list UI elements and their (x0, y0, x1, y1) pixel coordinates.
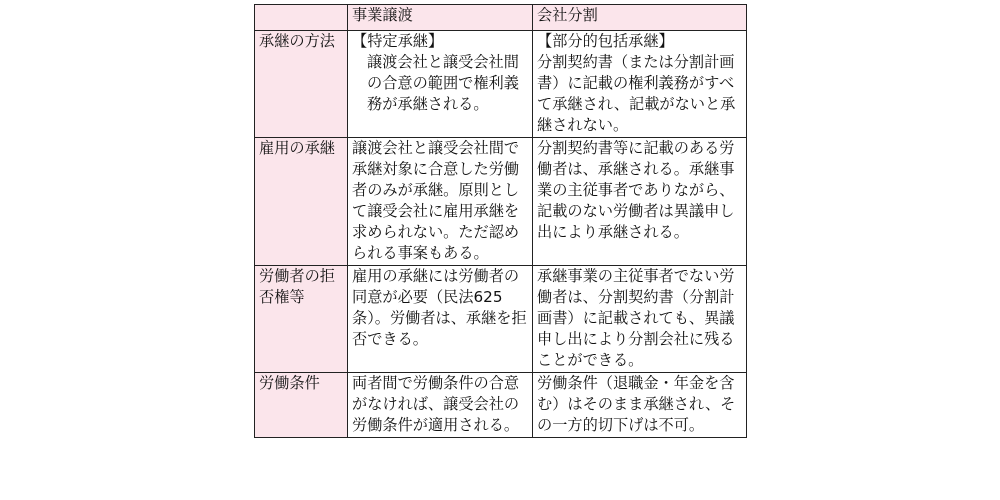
row-label-employment-succession: 雇用の承継 (255, 138, 348, 266)
business-transfer-header: 事業譲渡 (348, 5, 533, 31)
partial-comprehensive-succession-heading: 【部分的包括承継】 (537, 32, 674, 50)
row-label-working-conditions: 労働条件 (255, 373, 348, 438)
specific-succession-heading: 【特定承継】 (352, 32, 444, 50)
split-working-conditions-text: 労働条件（退職金・年金を含む）はそのまま承継され、その一方的切下げは不可。 (537, 374, 736, 434)
transfer-succession-method-text: 譲渡会社と譲受会社間の合意の範囲で権利義務が承継される。 (367, 53, 519, 113)
corner-header-cell (255, 5, 348, 31)
table-row-succession-method (255, 31, 747, 138)
transfer-working-conditions-text: 両者間で労働条件の合意がなければ、譲受会社の労働条件が適用される。 (352, 374, 520, 434)
split-employment-succession-cell (533, 138, 747, 266)
transfer-succession-method-cell (348, 31, 533, 138)
split-succession-method-text: 分割契約書（または分割計画書）に記載の権利義務がすべて承継され、記載がないと承継されない。 (537, 53, 736, 134)
table-row-employment-succession (255, 138, 747, 266)
split-worker-veto-rights-text: 承継事業の主従事者でない労働者は、分割契約書（分割計画書）に記載されても、異議申し出により分割会社に残ることができる。 (537, 267, 735, 369)
split-working-conditions-cell (533, 373, 747, 438)
comparison-table (254, 4, 747, 438)
header-row (255, 5, 747, 31)
transfer-working-conditions-cell (348, 373, 533, 438)
split-worker-veto-rights-cell (533, 266, 747, 373)
split-employment-succession-text: 分割契約書等に記載のある労働者は、承継される。承継事業の主従事者でありながら、記載のない労働者は異議申し出により承継される。 (537, 139, 735, 241)
table-row-worker-veto-rights (255, 266, 747, 373)
split-succession-method-cell (533, 31, 747, 138)
transfer-employment-succession-cell (348, 138, 533, 266)
table-row-working-conditions (255, 373, 747, 438)
row-label-worker-veto-rights: 労働者の拒否権等 (255, 266, 348, 373)
transfer-worker-veto-rights-text: 雇用の承継には労働者の同意が必要（民法625 条）。労働者は、承継を拒否できる。 (352, 267, 527, 348)
row-label-succession-method: 承継の方法 (255, 31, 348, 138)
company-split-header: 会社分割 (533, 5, 747, 31)
transfer-employment-succession-text: 譲渡会社と譲受会社間で承継対象に合意した労働者のみが承継。原則として譲受会社に雇用承継を求められない。ただ認められる事案もある。 (352, 139, 520, 262)
transfer-worker-veto-rights-cell (348, 266, 533, 373)
